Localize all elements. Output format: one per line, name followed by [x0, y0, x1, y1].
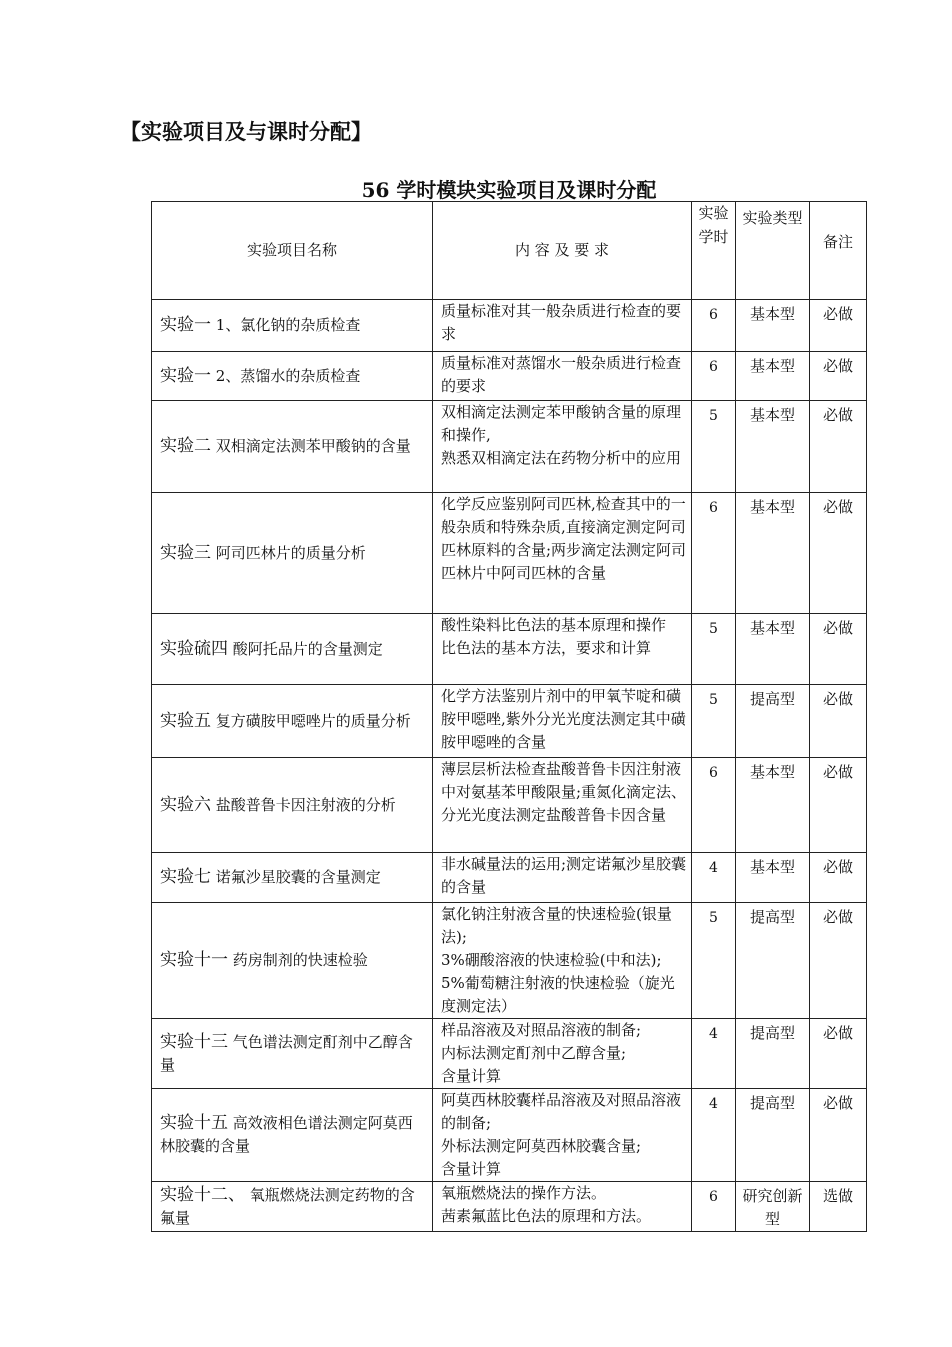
hours-cell: 4 — [692, 1019, 736, 1089]
note-cell: 必做 — [810, 300, 867, 352]
table-row — [152, 853, 867, 903]
type-cell: 基本型 — [736, 853, 810, 903]
experiment-tag: 实验二 — [160, 436, 211, 456]
experiment-name: 高效液相色谱法测定阿莫西林胶囊的含量 — [160, 1114, 413, 1155]
experiment-name-cell — [152, 758, 433, 853]
hours-cell: 6 — [692, 352, 736, 401]
requirement-line: 含量计算 — [441, 1067, 502, 1085]
type-cell: 基本型 — [736, 352, 810, 401]
section-heading: 【实验项目及与课时分配】 — [120, 120, 372, 144]
table-row — [152, 758, 867, 853]
header-name: 实验项目名称 — [152, 202, 433, 300]
experiment-tag: 实验十二、 — [160, 1184, 245, 1205]
note-cell: 必做 — [810, 614, 867, 685]
experiment-name-cell — [152, 352, 433, 401]
experiment-name-cell — [152, 1182, 433, 1232]
hours-cell: 5 — [692, 903, 736, 1019]
experiment-tag: 实验十五 — [160, 1113, 228, 1133]
requirement-line: 酸性染料比色法的基本原理和操作 — [441, 616, 667, 634]
requirement-line: 含量计算 — [441, 1160, 502, 1178]
experiment-tag: 实验硫四 — [160, 638, 228, 659]
experiment-name: 阿司匹林片的质量分析 — [215, 543, 366, 562]
note-cell: 必做 — [810, 493, 867, 614]
experiment-name: 酸阿托品片的含量测定 — [232, 639, 383, 658]
experiment-name-cell — [152, 401, 433, 493]
experiment-name: 诺氟沙星胶囊的含量测定 — [215, 868, 381, 886]
experiment-name-cell — [152, 903, 433, 1019]
experiment-name: 氧瓶燃烧法测定药物的含氟量 — [160, 1185, 415, 1227]
requirement-cell — [433, 614, 692, 685]
experiment-name: 1、氯化钠的杂质检查 — [215, 316, 361, 334]
requirement-line: 阿莫西林胶囊样品溶液及对照品溶液的制备; — [441, 1091, 682, 1132]
type-cell: 基本型 — [736, 758, 810, 853]
experiment-tag: 实验七 — [160, 867, 211, 887]
table-title: 56 学时模块实验项目及课时分配 — [361, 178, 657, 202]
requirement-line: 氧瓶燃烧法的操作方法。 — [441, 1184, 607, 1202]
experiment-name-cell — [152, 300, 433, 352]
header-type: 实验类型 — [736, 202, 810, 300]
requirement-line: 化学反应鉴别阿司匹林,检查其中的一般杂质和特殊杂质,直接滴定测定阿司匹林原料的含量;两步滴定法测定阿司匹林片中阿司匹林的含量 — [441, 495, 687, 582]
header-hours: 实验学时 — [692, 202, 736, 300]
type-cell: 研究创新型 — [736, 1182, 810, 1232]
requirement-line: 质量标准对蒸馏水一般杂质进行检查的要求 — [441, 354, 682, 395]
hours-cell: 6 — [692, 493, 736, 614]
table-row — [152, 1182, 867, 1232]
experiment-name-cell — [152, 493, 433, 614]
requirement-line: 5%葡萄糖注射液的快速检验（旋光度测定法） — [441, 974, 675, 1015]
table-row — [152, 352, 867, 401]
requirement-cell — [433, 352, 692, 401]
requirement-line: 双相滴定法测定苯甲酸钠含量的原理和操作, — [441, 403, 682, 444]
table-row — [152, 685, 867, 758]
requirement-cell — [433, 493, 692, 614]
requirement-line: 3%硼酸溶液的快速检验(中和法); — [441, 951, 662, 969]
hours-cell: 6 — [692, 300, 736, 352]
hours-cell: 6 — [692, 758, 736, 853]
experiment-name: 2、蒸馏水的杂质检查 — [215, 366, 361, 385]
type-cell: 提高型 — [736, 1019, 810, 1089]
type-cell: 基本型 — [736, 493, 810, 614]
table-row — [152, 1019, 867, 1089]
note-cell: 必做 — [810, 401, 867, 493]
experiment-tag: 实验五 — [160, 710, 211, 731]
table-row — [152, 1089, 867, 1182]
requirement-line: 薄层层析法检查盐酸普鲁卡因注射液中对氨基苯甲酸限量;重氮化滴定法、分光光度法测定盐酸普鲁卡因含量 — [441, 760, 687, 824]
requirement-cell — [433, 853, 692, 903]
requirement-cell — [433, 758, 692, 853]
table-header-row — [152, 202, 867, 300]
type-cell: 基本型 — [736, 401, 810, 493]
type-cell: 提高型 — [736, 903, 810, 1019]
requirement-line: 非水碱量法的运用;测定诺氟沙星胶囊的含量 — [441, 855, 687, 896]
header-requirement: 内 容 及 要 求 — [433, 202, 692, 300]
experiment-tag: 实验一 — [160, 315, 211, 335]
requirement-line: 茜素氟蓝比色法的原理和方法。 — [441, 1207, 652, 1225]
requirement-line: 内标法测定酊剂中乙醇含量; — [441, 1044, 627, 1062]
experiment-name: 气色谱法测定酊剂中乙醇含量 — [160, 1032, 413, 1074]
note-cell: 必做 — [810, 758, 867, 853]
requirement-cell — [433, 1089, 692, 1182]
requirement-line: 比色法的基本方法，要求和计算 — [441, 639, 652, 657]
hours-cell: 4 — [692, 853, 736, 903]
note-cell: 必做 — [810, 1019, 867, 1089]
experiment-name-cell — [152, 1089, 433, 1182]
requirement-cell — [433, 300, 692, 352]
note-cell: 必做 — [810, 903, 867, 1019]
experiment-tag: 实验三 — [160, 542, 211, 563]
experiment-tag: 实验一 — [160, 365, 211, 386]
table-row — [152, 401, 867, 493]
requirement-cell — [433, 685, 692, 758]
requirement-line: 化学方法鉴别片剂中的甲氧苄啶和磺胺甲噁唑,紫外分光光度法测定其中磺胺甲噁唑的含量 — [441, 687, 686, 751]
note-cell: 选做 — [810, 1182, 867, 1232]
requirement-line: 熟悉双相滴定法在药物分析中的应用 — [441, 449, 682, 467]
experiment-name: 药房制剂的快速检验 — [232, 951, 368, 969]
requirement-line: 外标法测定阿莫西林胶囊含量; — [441, 1137, 642, 1155]
hours-cell: 4 — [692, 1089, 736, 1182]
table-row — [152, 614, 867, 685]
requirement-line: 质量标准对其一般杂质进行检查的要求 — [441, 302, 682, 343]
experiment-name: 复方磺胺甲噁唑片的质量分析 — [215, 711, 411, 730]
experiment-tag: 实验六 — [160, 794, 211, 815]
requirement-line: 样品溶液及对照品溶液的制备; — [441, 1021, 642, 1039]
experiment-name-cell — [152, 685, 433, 758]
requirement-cell — [433, 903, 692, 1019]
hours-cell: 5 — [692, 614, 736, 685]
note-cell: 必做 — [810, 853, 867, 903]
requirement-cell — [433, 1182, 692, 1232]
type-cell: 基本型 — [736, 300, 810, 352]
experiment-tag: 实验十一 — [160, 950, 228, 970]
hours-cell: 5 — [692, 401, 736, 493]
type-cell: 基本型 — [736, 614, 810, 685]
header-note: 备注 — [810, 202, 867, 300]
hours-cell: 5 — [692, 685, 736, 758]
note-cell: 必做 — [810, 1089, 867, 1182]
note-cell: 必做 — [810, 352, 867, 401]
experiment-name-cell — [152, 614, 433, 685]
requirement-cell — [433, 1019, 692, 1089]
experiment-table — [151, 201, 867, 1232]
type-cell: 提高型 — [736, 685, 810, 758]
experiment-name-cell — [152, 1019, 433, 1089]
requirement-cell — [433, 401, 692, 493]
table-row — [152, 493, 867, 614]
experiment-name-cell — [152, 853, 433, 903]
table-row — [152, 300, 867, 352]
experiment-tag: 实验十三 — [160, 1031, 228, 1052]
type-cell: 提高型 — [736, 1089, 810, 1182]
note-cell: 必做 — [810, 685, 867, 758]
table-row — [152, 903, 867, 1019]
requirement-line: 氯化钠注射液含量的快速检验(银量法); — [441, 905, 672, 946]
experiment-name: 双相滴定法测苯甲酸钠的含量 — [215, 437, 411, 455]
experiment-name: 盐酸普鲁卡因注射液的分析 — [215, 795, 396, 814]
hours-cell: 6 — [692, 1182, 736, 1232]
